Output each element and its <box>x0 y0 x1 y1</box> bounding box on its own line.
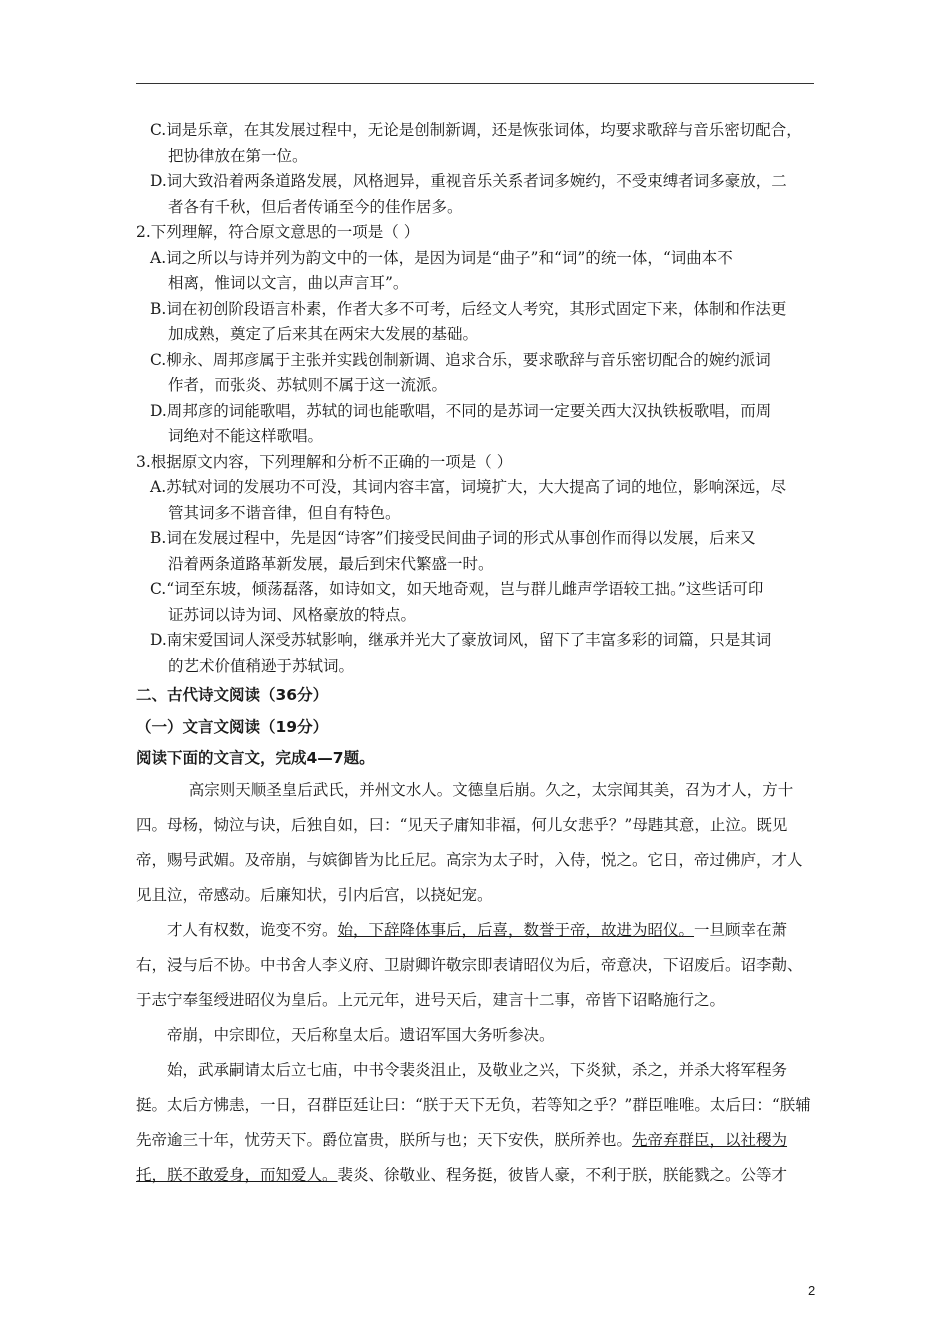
passage-paragraph-2 <box>136 913 816 1018</box>
q2-stem: 2.下列理解，符合原文意思的一项是（ ） <box>136 223 420 241</box>
header-rule <box>136 83 814 84</box>
page-number: 2 <box>808 1283 816 1298</box>
q1-option-c-cont: 把协律放在第一位。 <box>168 146 308 165</box>
subsection-heading: （一）文言文阅读（19分） <box>136 718 329 736</box>
passage-paragraph-3: 帝崩，中宗即位，天后称皇太后。遗诏军国大务听参决。 <box>167 1026 555 1044</box>
q1-option-d: D.词大致沿着两条道路发展，风格迥异，重视音乐关系者词多婉约，不受束缚者词多豪放，二 <box>150 172 787 190</box>
q3-stem: 3.根据原文内容，下列理解和分析不正确的一项是（ ） <box>136 452 513 471</box>
document-body <box>136 118 816 1193</box>
passage-paragraph-1: 高宗则天顺圣皇后武氏，并州文水人。文德皇后崩。久之，太宗闻其美，召为才人，方十四。母杨，恸泣与诀，后独自如，曰：“见天子庸知非福，何儿女悲乎？”母韪其意，止泣。既见帝，赐号武媚。及帝崩，与嫔御皆为比丘尼。高宗为太子时，入侍，悦之。它日，帝过佛庐，才人见且泣，帝感动。后廉知状，引内后宫，以挠妃宠。 <box>136 781 803 904</box>
q1-option-c: C.词是乐章，在其发展过程中，无论是创制新调，还是恢张词体，均要求歌辞与音乐密切配合， <box>150 121 802 139</box>
q3-option-d: D.南宋爱国词人深受苏轼影响，继承并光大了豪放词风，留下了丰富多彩的词篇，只是其词 <box>150 631 772 649</box>
q3-option-a: A.苏轼对词的发展功不可没，其词内容丰富，词境扩大，大大提高了词的地位，影响深远，尽 <box>150 478 787 496</box>
q3-option-c: C.“词至东坡，倾荡磊落，如诗如文，如天地奇观，岂与群儿雌声学语较工拙。”这些话可印 <box>150 580 764 598</box>
q2-option-c-cont: 作者，而张炎、苏轼则不属于这一流派。 <box>168 376 448 394</box>
q2-option-a: A.词之所以与诗并列为韵文中的一体，是因为词是“曲子”和“词”的统一体，“词曲本不 <box>150 248 733 267</box>
section-heading: 二、古代诗文阅读（36分） <box>136 686 329 704</box>
passage-p4-text-b: 裴炎、徐敬业、程务挺，彼皆人豪，不利于朕，朕能戮之。公等才 <box>337 1166 788 1184</box>
q2-option-b-cont: 加成熟，奠定了后来其在两宋大发展的基础。 <box>168 325 479 343</box>
q3-option-b: B.词在发展过程中，先是因“诗客”们接受民间曲子词的形式从事创作而得以发展，后来又 <box>150 529 756 547</box>
passage-paragraph-4 <box>136 1053 816 1193</box>
reading-instruction: 阅读下面的文言文，完成4—7题。 <box>136 749 375 767</box>
q2-option-b: B.词在初创阶段语言朴素，作者大多不可考，后经文人考究，其形式固定下来，体制和作法更 <box>150 299 787 318</box>
passage-p2-text-b: 一旦顾幸在萧右，浸与后不协。中书舍人李义府、卫尉卿许敬宗即表请昭仪为后，帝意决，下诏废后。诏李勣、于志宁奉玺绶进昭仪为皇后。上元元年，进号天后，建言十二事，帝皆下诏略施行之。 <box>136 921 803 1009</box>
q3-option-b-cont: 沿着两条道路革新发展，最后到宋代繁盛一时。 <box>168 554 494 573</box>
q2-option-d: D.周邦彦的词能歌唱，苏轼的词也能歌唱，不同的是苏词一定要关西大汉执铁板歌唱，而周 <box>150 401 772 420</box>
q1-option-d-cont: 者各有千秋，但后者传诵至今的佳作居多。 <box>168 197 463 216</box>
q2-option-d-cont: 词绝对不能这样歌唱。 <box>168 427 324 445</box>
passage-p2-text-a: 才人有权数，诡变不穷。 <box>167 921 338 939</box>
passage-p4-text-a: 始，武承嗣请太后立七庙，中书令裴炎沮止，及敬业之兴，下炎狱，杀之，并杀大将军程务挺。太后方怫恚，一日，召群臣廷让曰：“朕于天下无负，若等知之乎？”群臣唯唯。太后曰：“朕辅先帝逾三十年，忧劳天下。爵位富贵，朕所与也；天下安佚，朕所养也。 <box>136 1061 811 1149</box>
underlined-sentence-1: 始，下辞降体事后，后喜，数誉于帝，故进为昭仪。 <box>337 921 695 939</box>
q3-option-a-cont: 管其词多不谐音律，但自有特色。 <box>168 503 401 522</box>
q3-option-c-cont: 证苏词以诗为词、风格豪放的特点。 <box>168 605 417 624</box>
q3-option-d-cont: 的艺术价值稍逊于苏轼词。 <box>168 656 355 675</box>
q2-option-a-cont: 相离，惟词以文言，曲以声言耳”。 <box>168 274 409 292</box>
q2-option-c: C.柳永、周邦彦属于主张并实践创制新调、追求合乐，要求歌辞与音乐密切配合的婉约派词 <box>150 350 771 369</box>
underlined-sentence-2: 先帝弃群臣，以社稷为托，朕不敢爱身，而知爱人。 <box>136 1131 788 1184</box>
